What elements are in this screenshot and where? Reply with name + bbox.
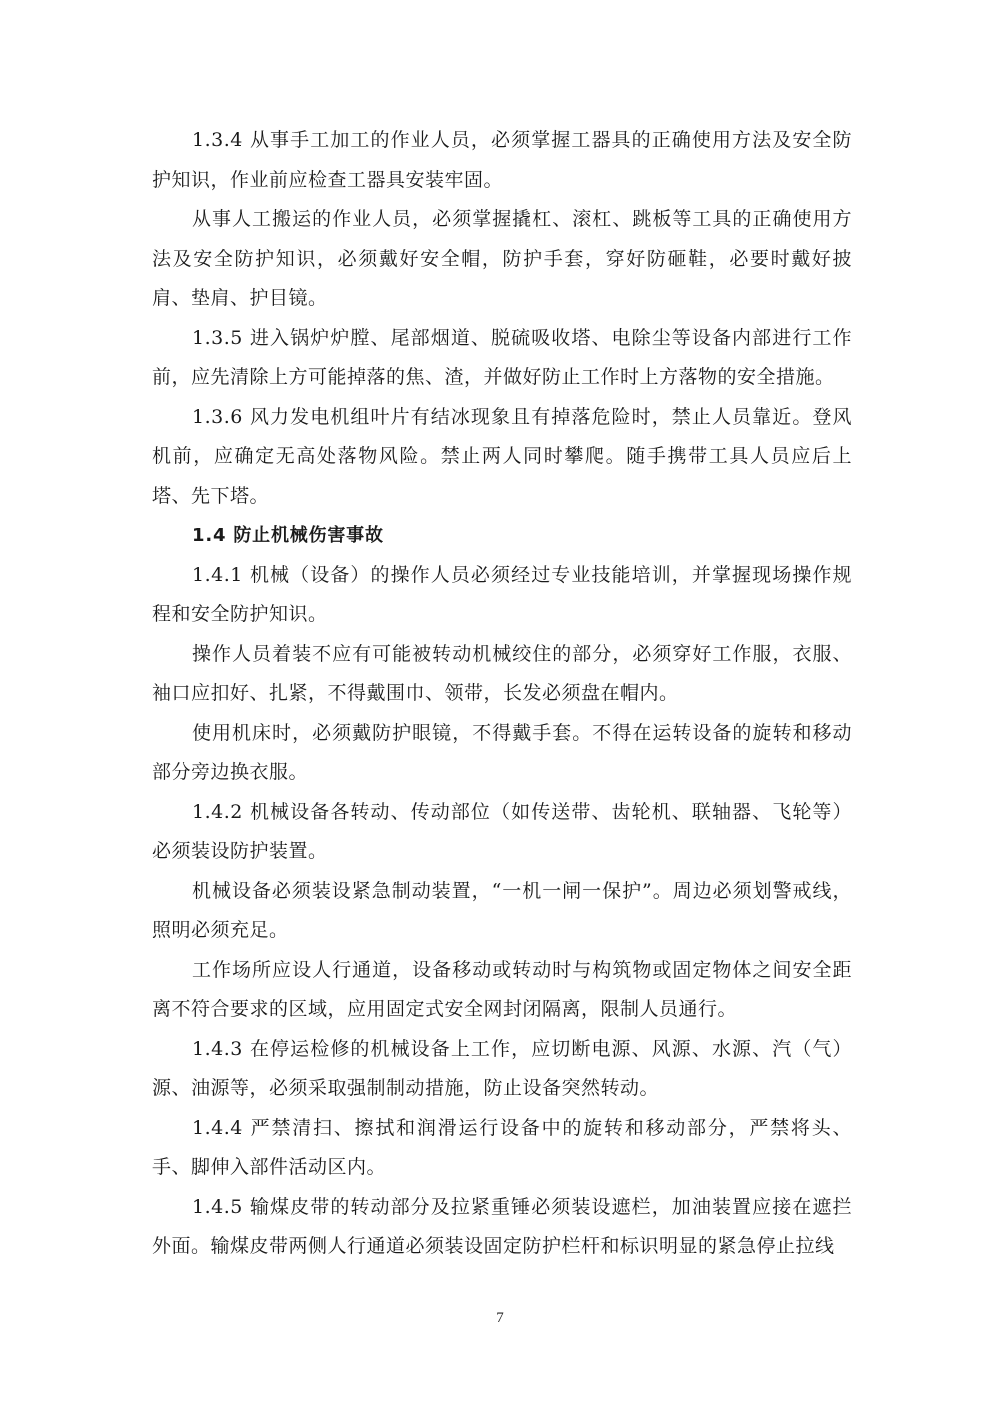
- paragraph-1-4-2: 1.4.2 机械设备各转动、传动部位（如传送带、齿轮机、联轴器、飞轮等）必须装设防护装置。: [152, 800, 852, 862]
- paragraph-1-3-6: 1.3.6 风力发电机组叶片有结冰现象且有掉落危险时，禁止人员靠近。登风机前，应确定无高处落物风险。禁止两人同时攀爬。随手携带工具人员应后上塔、先下塔。: [152, 405, 852, 507]
- paragraph-1-4-1: 1.4.1 机械（设备）的操作人员必须经过专业技能培训，并掌握现场操作规程和安全防护知识。: [152, 563, 852, 625]
- page-number: 7: [496, 1310, 504, 1326]
- paragraph-1-4-5: 1.4.5 输煤皮带的转动部分及拉紧重锤必须装设遮栏，加油装置应接在遮拦外面。输煤皮带两侧人行通道必须装设固定防护栏杆和标识明显的紧急停止拉线: [152, 1195, 852, 1257]
- paragraph-1-4-4: 1.4.4 严禁清扫、擦拭和润滑运行设备中的旋转和移动部分，严禁将头、手、脚伸入部件活动区内。: [152, 1116, 852, 1178]
- paragraph-manual-handling: 从事人工搬运的作业人员，必须掌握撬杠、滚杠、跳板等工具的正确使用方法及安全防护知识，必须戴好安全帽，防护手套，穿好防砸鞋，必要时戴好披肩、垫肩、护目镜。: [152, 208, 852, 309]
- paragraph-walkway: 工作场所应设人行通道，设备移动或转动时与构筑物或固定物体之间安全距离不符合要求的区域，应用固定式安全网封闭隔离，限制人员通行。: [152, 958, 852, 1020]
- section-heading-1-4: 1.4 防止机械伤害事故: [192, 525, 384, 546]
- paragraph-1-3-5: 1.3.5 进入锅炉炉膛、尾部烟道、脱硫吸收塔、电除尘等设备内部进行工作前，应先清除上方可能掉落的焦、渣，并做好防止工作时上方落物的安全措施。: [152, 326, 852, 388]
- paragraph-1-4-3: 1.4.3 在停运检修的机械设备上工作，应切断电源、风源、水源、汽（气）源、油源等，必须采取强制制动措施，防止设备突然转动。: [152, 1037, 852, 1099]
- paragraph-emergency-brake: 机械设备必须装设紧急制动装置，“一机一闸一保护”。周边必须划警戒线，照明必须充足。: [152, 879, 852, 941]
- paragraph-1-3-4: 1.3.4 从事手工加工的作业人员，必须掌握工器具的正确使用方法及安全防护知识，作业前应检查工器具安装牢固。: [152, 129, 852, 191]
- paragraph-machine-tool: 使用机床时，必须戴防护眼镜，不得戴手套。不得在运转设备的旋转和移动部分旁边换衣服。: [152, 721, 852, 783]
- body-text: [152, 121, 852, 1267]
- paragraph-attire: 操作人员着装不应有可能被转动机械绞住的部分，必须穿好工作服，衣服、袖口应扣好、扎紧，不得戴围巾、领带，长发必须盘在帽内。: [152, 642, 852, 704]
